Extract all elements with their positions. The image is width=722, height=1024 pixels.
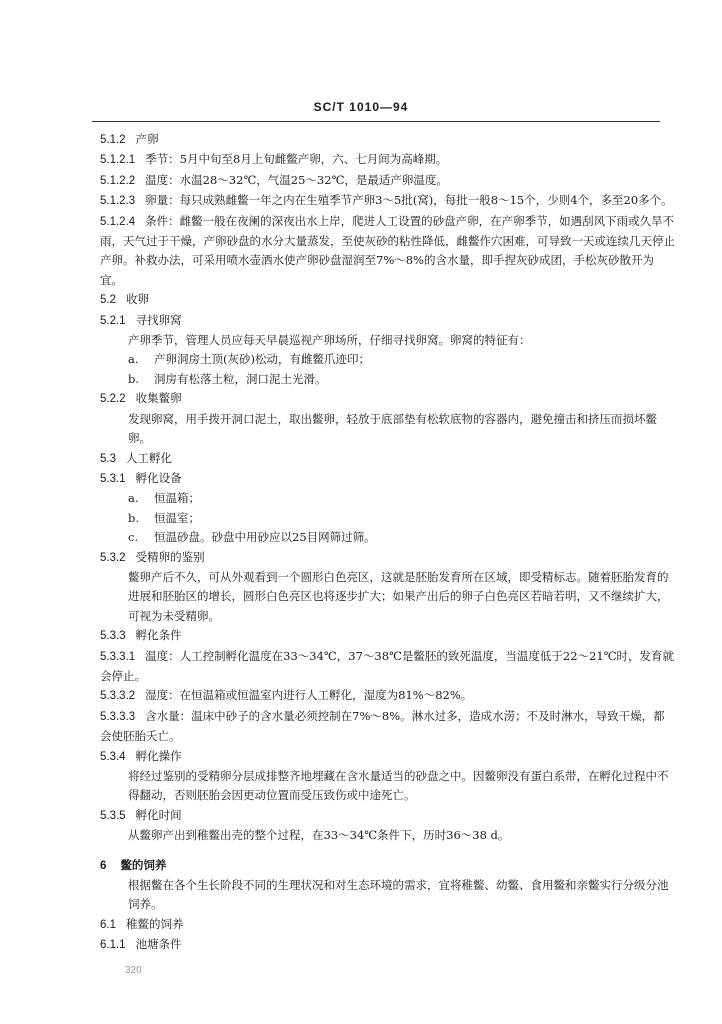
list-item: a. 产卵洞房土顶(灰砂)松动，有雌鳖爪迹印； <box>128 352 370 367</box>
section-heading: 5.2.2 收集鳖卵 <box>100 391 182 406</box>
clause: 5.3.3.1 温度：人工控制孵化温度在33～34℃，37～38℃是鳖胚的致死温度，当温度低于22～21℃时，发育就会停止。 <box>100 648 675 683</box>
clause: 5.3.3.2 湿度：在恒温箱或恒温室内进行人工孵化，湿度为81%～82%。 <box>100 688 473 703</box>
section-heading: 5.2.1 寻找卵窝 <box>100 312 182 327</box>
clause: 5.1.2.3 卵量：每只成熟雌鳖一年之内在生殖季节产卵3～5批(窝)，每批一般8～15个，少则4个，多至20多个。 <box>100 193 673 208</box>
section-heading: 6.1.1 池塘条件 <box>100 937 182 952</box>
section-heading: 5.1.2 产卵 <box>100 132 159 146</box>
list-item: b. 恒温室； <box>128 510 200 525</box>
section-heading: 5.3.5 孵化时间 <box>100 807 182 822</box>
header-rule <box>92 121 660 122</box>
document-body <box>100 130 675 956</box>
clause: 5.1.2.2 温度：水温28～32℃，气温25～32℃，是最适产卵温度。 <box>100 172 448 187</box>
clause: 5.1.2.1 季节：5月中旬至8月上旬雌鳖产卵，六、七月间为高峰期。 <box>100 152 448 167</box>
clause: 5.1.2.4 条件：雌鳖一般在夜阑的深夜出水上岸，爬进人工设置的砂盘产卵，在产卵季节，如遇刮风下雨或久旱不雨，天气过于干燥，产卵砂盘的水分大量蒸发，至使灰砂的粘性降低，雌鳖作穴困难，可导致一天或连续几天停止产卵。补救办法，可采用喷水壶洒水使产卵砂盘湿润至7%～8%的含水量，即手捏灰砂成团，手松灰砂散开为宜。 <box>100 213 675 287</box>
list-item: c. 恒温砂盘。砂盘中用砂应以25目网筛过筛。 <box>128 530 376 545</box>
list-item: b. 洞房有松落土粒，洞口泥土光滑。 <box>128 371 327 386</box>
section-heading: 6.1 稚鳖的饲养 <box>100 916 184 931</box>
paragraph: 根据鳖在各个生长阶段不同的生理状况和对生态环境的需求，宜将稚鳖、幼鳖、食用鳖和亲鳖实行分级分池饲养。 <box>128 878 669 912</box>
paragraph: 鳖卵产后不久，可从外观看到一个圆形白色亮区，这就是胚胎发育所在区域，即受精标志。随着胚胎发育的进展和胚胎区的增长，圆形白色亮区也将逐步扩大；如果产出后的卵子白色亮区若暗若明，又不继续扩大，可视为未受精卵。 <box>128 569 669 623</box>
section-heading: 5.3.3 孵化条件 <box>100 628 182 643</box>
section-heading: 5.3 人工孵化 <box>100 450 172 465</box>
list-item: a. 恒温箱； <box>128 491 200 506</box>
paragraph: 发现卵窝，用手拨开洞口泥土，取出鳖卵，轻放于底部垫有松软底物的容器内，避免撞击和挤压而损坏鳖卵。 <box>128 411 657 446</box>
section-heading: 5.2 收卵 <box>100 292 149 307</box>
section-heading: 5.3.1 孵化设备 <box>100 470 182 485</box>
paragraph: 从鳖卵产出到稚鳖出壳的整个过程，在33～34℃条件下，历时36～38 d。 <box>128 828 510 843</box>
section-heading: 5.3.4 孵化操作 <box>100 748 182 763</box>
chapter-heading: 6 鳖的饲养 <box>100 857 167 872</box>
paragraph: 产卵季节，管理人员应每天早晨巡视产卵场所，仔细寻找卵窝。卵窝的特征有： <box>128 333 531 348</box>
section-heading: 5.3.2 受精卵的鉴别 <box>100 549 205 564</box>
paragraph: 将经过鉴别的受精卵分层成排整齐地埋藏在含水量适当的砂盘之中。因鳖卵没有蛋白系带，在孵化过程中不得翻动，否则胚胎会因更动位置而受压致伤或中途死亡。 <box>128 769 669 803</box>
page-number: 320 <box>125 965 142 976</box>
standard-code-header: SC/T 1010—94 <box>313 100 409 114</box>
clause: 5.3.3.3 含水量：温床中砂子的含水量必须控制在7%～8%。淋水过多，造成水涝；不及时淋水，导致干燥，都会使胚胎夭亡。 <box>100 708 665 744</box>
